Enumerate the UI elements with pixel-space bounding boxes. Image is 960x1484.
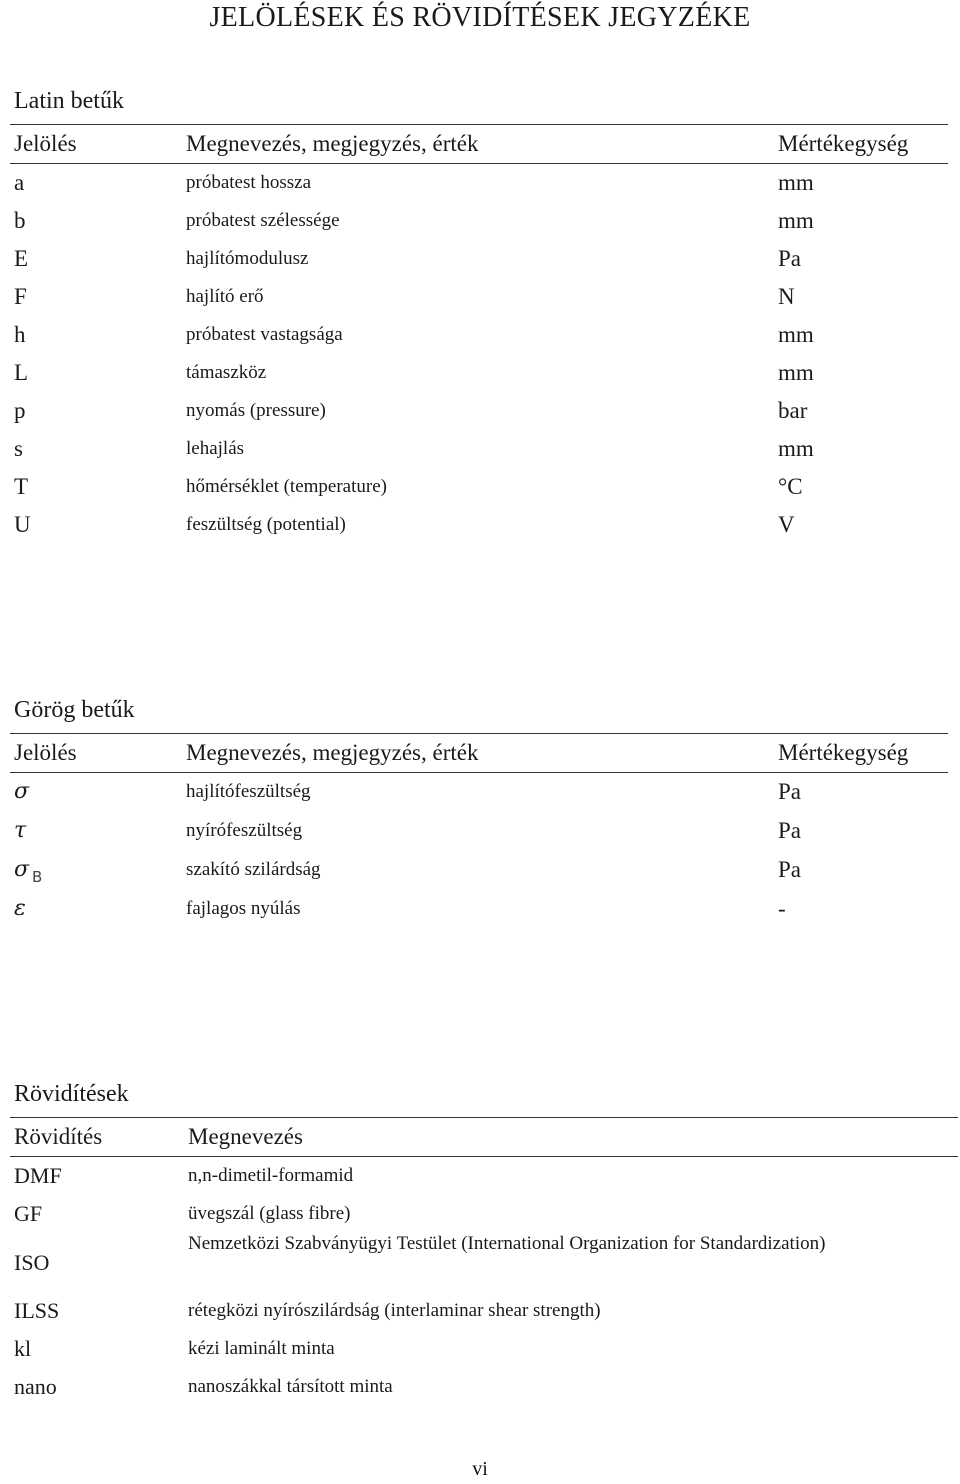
abbreviation-description: kézi laminált minta	[188, 1338, 335, 1359]
greek-symbol	[14, 773, 32, 811]
latin-description: próbatest hossza	[186, 172, 312, 193]
latin-symbol: p	[14, 398, 26, 423]
page-number: vi	[472, 1458, 488, 1480]
greek-unit: Pa	[778, 857, 801, 882]
latin-unit: mm	[778, 170, 814, 195]
latin-row	[0, 316, 960, 354]
latin-description: nyomás (pressure)	[186, 400, 326, 421]
abbreviation-row	[0, 1292, 960, 1330]
abbreviations-header-abbreviation: Rövidítés	[14, 1124, 103, 1149]
abbreviation-row	[0, 1195, 960, 1233]
latin-description: feszültség (potential)	[186, 514, 346, 535]
greek-header-unit: Mértékegység	[778, 740, 909, 765]
abbreviations-section-label: Rövidítések	[14, 1081, 129, 1107]
greek-header-description: Megnevezés, megjegyzés, érték	[186, 740, 479, 765]
abbreviation-row	[0, 1157, 960, 1195]
abbreviation-term: ISO	[14, 1250, 50, 1275]
greek-symbol-subscript: B	[32, 868, 43, 886]
latin-header-row	[0, 125, 960, 163]
abbreviation-term: kl	[14, 1336, 32, 1361]
latin-row	[0, 164, 960, 202]
greek-description: fajlagos nyúlás	[186, 898, 301, 919]
latin-symbol: s	[14, 436, 23, 461]
latin-unit: mm	[778, 208, 814, 233]
latin-description: támaszköz	[186, 362, 267, 383]
greek-symbol-letter: τ	[14, 818, 27, 843]
greek-unit: Pa	[778, 818, 801, 843]
latin-header-unit: Mértékegység	[778, 131, 909, 156]
greek-symbol	[14, 812, 29, 850]
latin-header-description: Megnevezés, megjegyzés, érték	[186, 131, 479, 156]
greek-symbol-letter: ε	[14, 896, 26, 921]
latin-unit: bar	[778, 398, 808, 423]
abbreviation-row	[0, 1330, 960, 1368]
latin-row	[0, 240, 960, 278]
latin-description: hőmérséklet (temperature)	[186, 476, 387, 497]
greek-symbol-letter: σ	[14, 779, 30, 804]
greek-row	[0, 890, 960, 928]
latin-row	[0, 354, 960, 392]
latin-row	[0, 278, 960, 316]
greek-symbol	[14, 890, 29, 928]
latin-symbol: T	[14, 474, 29, 499]
greek-header-row	[0, 734, 960, 772]
abbreviations-header-description: Megnevezés	[188, 1124, 303, 1149]
latin-symbol: h	[14, 322, 26, 347]
greek-symbol	[14, 851, 42, 889]
greek-section-label: Görög betűk	[14, 697, 135, 723]
latin-unit: Pa	[778, 246, 801, 271]
abbreviation-row	[0, 1368, 960, 1406]
abbreviation-term: GF	[14, 1201, 43, 1226]
latin-section-label: Latin betűk	[14, 88, 124, 114]
latin-row	[0, 506, 960, 544]
latin-description: lehajlás	[186, 438, 245, 459]
latin-unit: V	[778, 512, 795, 537]
latin-row	[0, 468, 960, 506]
latin-unit: °C	[778, 474, 803, 499]
latin-symbol: a	[14, 170, 25, 195]
abbreviation-term: nano	[14, 1374, 57, 1399]
latin-unit: mm	[778, 322, 814, 347]
greek-description: szakító szilárdság	[186, 859, 321, 880]
greek-row	[0, 851, 960, 889]
abbreviation-description: üvegszál (glass fibre)	[188, 1203, 351, 1224]
greek-header-symbol: Jelölés	[14, 740, 77, 765]
latin-symbol: U	[14, 512, 31, 537]
abbreviation-description: nanoszákkal társított minta	[188, 1376, 393, 1397]
abbreviation-description: Nemzetközi Szabványügyi Testület (International Organization for Standardization)	[188, 1233, 826, 1254]
greek-symbol-letter: σ	[14, 857, 30, 882]
latin-symbol: L	[14, 360, 29, 385]
latin-symbol: E	[14, 246, 29, 271]
abbreviation-description: rétegközi nyírószilárdság (interlaminar shear strength)	[188, 1300, 601, 1321]
abbreviation-row	[0, 1233, 960, 1282]
latin-symbol: F	[14, 284, 27, 309]
latin-unit: mm	[778, 436, 814, 461]
latin-row	[0, 392, 960, 430]
greek-row	[0, 812, 960, 850]
latin-description: hajlítómodulusz	[186, 248, 309, 269]
latin-unit: mm	[778, 360, 814, 385]
greek-description: nyírófeszültség	[186, 820, 303, 841]
page-title: JELÖLÉSEK ÉS RÖVIDÍTÉSEK JEGYZÉKE	[209, 2, 751, 33]
latin-description: próbatest szélessége	[186, 210, 340, 231]
abbreviation-term: ILSS	[14, 1298, 60, 1323]
greek-unit: Pa	[778, 779, 801, 804]
latin-description: hajlító erő	[186, 286, 264, 307]
latin-description: próbatest vastagsága	[186, 324, 343, 345]
greek-unit: -	[778, 896, 786, 921]
greek-row	[0, 773, 960, 811]
abbreviation-term: DMF	[14, 1163, 62, 1188]
latin-unit: N	[778, 284, 795, 309]
latin-row	[0, 430, 960, 468]
abbreviations-header-row	[0, 1118, 960, 1156]
greek-description: hajlítófeszültség	[186, 781, 311, 802]
latin-header-symbol: Jelölés	[14, 131, 77, 156]
latin-symbol: b	[14, 208, 26, 233]
abbreviation-description: n,n-dimetil-formamid	[188, 1165, 354, 1186]
latin-row	[0, 202, 960, 240]
